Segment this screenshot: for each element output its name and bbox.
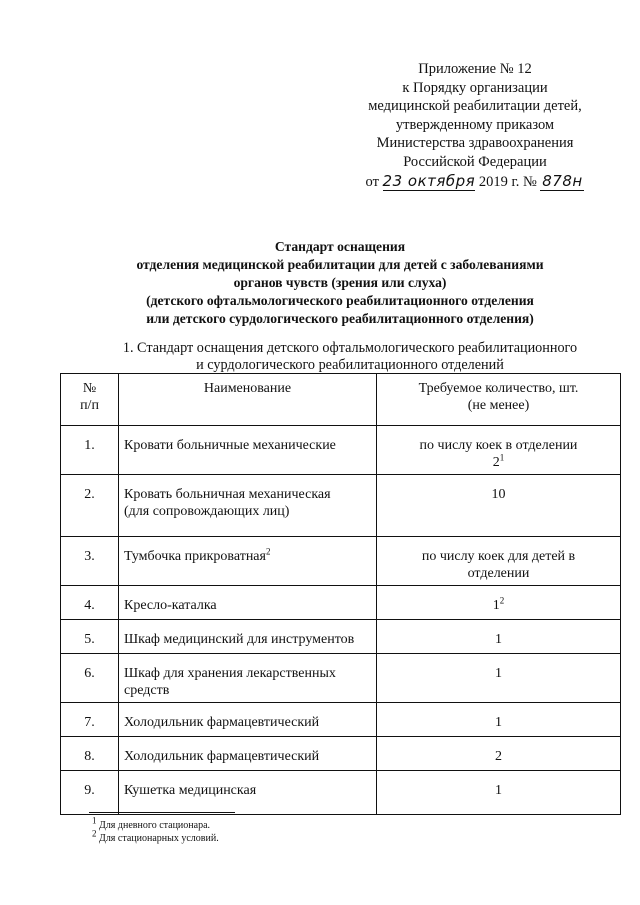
order-date-line — [330, 172, 620, 192]
row-qty-text: по числу коек для детей в — [421, 549, 576, 564]
row-qty-text: по числу коек в отделении — [419, 438, 578, 453]
row-name-text: Шкаф для хранения лекарственных — [124, 666, 336, 681]
row-name-line2: средств — [124, 683, 170, 698]
header-line: Приложение № 12 — [418, 61, 532, 77]
header-line: Российской Федерации — [403, 153, 547, 170]
row-num: 2. — [61, 475, 119, 537]
header-num-line2: п/п — [80, 398, 99, 413]
row-qty-line2-text: 2 — [492, 455, 500, 470]
row-name: Кушетка медицинская — [119, 771, 377, 815]
row-name — [119, 654, 377, 703]
row-num: 3. — [61, 537, 119, 586]
footnote-mark: 2 — [92, 828, 97, 839]
row-num: 6. — [61, 654, 119, 703]
document-title — [80, 238, 600, 328]
row-name — [119, 537, 377, 586]
row-qty-line2 — [381, 454, 616, 471]
handwritten-date: 23 октября — [382, 171, 476, 190]
footnote-divider — [89, 812, 235, 813]
table-row — [61, 426, 621, 475]
table-row — [61, 654, 621, 703]
header-name-text: Наименование — [203, 381, 292, 396]
handwritten-order-number: 878н — [542, 171, 583, 190]
title-line: Стандарт оснащения — [274, 239, 406, 254]
table-row — [61, 703, 621, 737]
title-line: органов чувств (зрения или слуха) — [233, 275, 447, 290]
footnote-ref: 1 — [499, 452, 505, 463]
header-qty-line2: (не менее) — [467, 398, 530, 413]
row-qty-line2: отделении — [467, 566, 530, 581]
row-num: 9. — [61, 771, 119, 815]
table-row — [61, 620, 621, 654]
row-qty: 2 — [377, 737, 621, 771]
table-row — [61, 475, 621, 537]
title-line: (детского офтальмологического реабилитационного отделения — [146, 293, 534, 308]
header-line: к Порядку организации — [402, 79, 548, 96]
row-name: Кресло-каталка — [119, 586, 377, 620]
row-name-text: Кровать больничная механическая — [124, 487, 331, 502]
row-qty: 1 — [377, 654, 621, 703]
footnote-mark: 1 — [92, 815, 97, 826]
row-name: Холодильник фармацевтический — [119, 703, 377, 737]
header-line: утвержденному приказом — [395, 116, 555, 133]
row-qty: 1 — [377, 620, 621, 654]
footnotes — [92, 812, 392, 845]
row-num: 8. — [61, 737, 119, 771]
row-qty: 1 — [377, 703, 621, 737]
section-title-line: и сурдологического реабилитационного отделений — [196, 356, 504, 373]
row-name-text: Кровати больничные механические — [124, 438, 336, 453]
row-qty: 1 — [377, 771, 621, 815]
table-header-row — [61, 374, 621, 426]
header-line: Министерства здравоохранения — [376, 135, 574, 152]
table-row — [61, 737, 621, 771]
row-qty-text: 1 — [492, 598, 500, 613]
footnote-ref: 2 — [499, 595, 505, 606]
footnote-ref: 2 — [265, 546, 271, 557]
table-row — [61, 537, 621, 586]
row-qty — [377, 586, 621, 620]
section-title-line: 1. Стандарт оснащения детского офтальмологического реабилитационного — [122, 340, 578, 356]
row-qty — [377, 537, 621, 586]
header-qty — [377, 374, 621, 426]
row-name — [119, 475, 377, 537]
row-name: Шкаф медицинский для инструментов — [119, 620, 377, 654]
footnote-text: Для стационарных условий. — [99, 833, 219, 844]
footnote-text: Для дневного стационара. — [99, 820, 211, 831]
appendix-header — [330, 60, 620, 191]
header-qty-line1: Требуемое количество, шт. — [418, 381, 579, 396]
date-suffix: 2019 г. № — [478, 173, 537, 190]
row-qty — [377, 426, 621, 475]
header-num — [61, 374, 119, 426]
footnote — [92, 815, 392, 832]
table-row — [61, 586, 621, 620]
row-name: Холодильник фармацевтический — [119, 737, 377, 771]
table-row — [61, 771, 621, 815]
row-name-text: Тумбочка прикроватная — [124, 549, 266, 564]
row-num: 7. — [61, 703, 119, 737]
row-num: 1. — [61, 426, 119, 475]
section-title — [80, 340, 620, 373]
header-line: медицинской реабилитации детей, — [368, 98, 582, 115]
date-prefix: от — [365, 173, 379, 190]
row-name — [119, 426, 377, 475]
footnote — [92, 828, 392, 845]
header-num-line1: № — [82, 381, 97, 396]
title-line: или детского сурдологического реабилитационного отделения) — [146, 311, 534, 326]
row-name-line2: (для сопровождающих лиц) — [124, 504, 290, 519]
row-num: 5. — [61, 620, 119, 654]
equipment-table — [60, 373, 621, 815]
title-line: отделения медицинской реабилитации для детей с заболеваниями — [136, 257, 544, 272]
header-name — [119, 374, 377, 426]
row-num: 4. — [61, 586, 119, 620]
row-qty: 10 — [377, 475, 621, 537]
